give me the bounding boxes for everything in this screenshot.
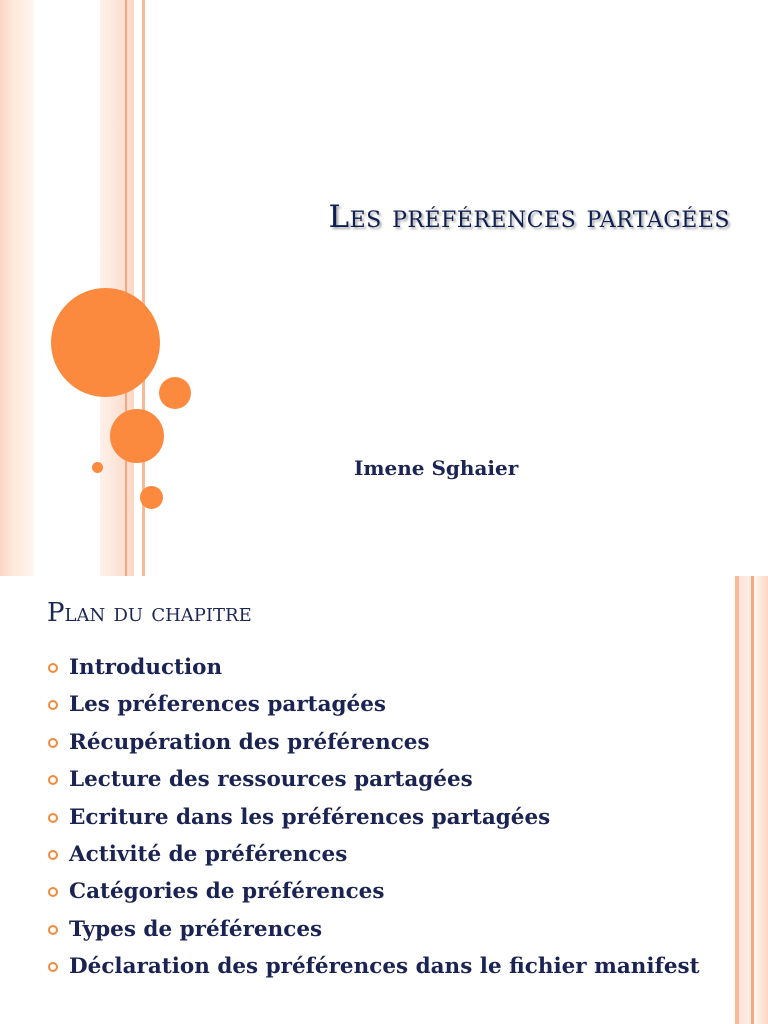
left-light-stripe [16, 0, 34, 576]
list-item [48, 691, 728, 718]
bullet-icon [48, 925, 58, 935]
bullet-icon [48, 775, 58, 785]
list-item-text: Déclaration des préférences dans le fichier manifest [69, 954, 700, 980]
small-circle-decoration [159, 377, 191, 409]
list-item-text: Récupération des préférences [69, 729, 430, 755]
list-item-text: Introduction [69, 655, 223, 680]
bullet-icon [48, 887, 58, 897]
right-gradient-stripe [754, 576, 768, 1024]
list-item [48, 654, 728, 681]
list-item-text: Lecture des ressources partagées [69, 767, 473, 793]
small-circle-decoration-lower [140, 486, 163, 509]
right-band-stripe [739, 576, 751, 1024]
list-item [48, 841, 728, 868]
medium-circle-decoration [110, 409, 164, 463]
list-item [48, 878, 728, 905]
author-name: Imene Sghaier [354, 456, 519, 480]
outline-title: Plan du chapitre [47, 598, 252, 628]
bullet-icon [48, 850, 58, 860]
left-thin-line [125, 0, 127, 576]
tiny-circle-decoration [92, 462, 103, 473]
bullet-icon [48, 962, 58, 972]
list-item [48, 766, 728, 793]
slide-title: Les préférences partagées [328, 199, 730, 235]
list-item [48, 729, 728, 756]
bullet-icon [48, 700, 58, 710]
list-item [48, 953, 728, 980]
list-item [48, 804, 728, 831]
outline-list [48, 654, 728, 991]
list-item-text: Catégories de préférences [69, 879, 385, 905]
left-gradient-stripe [0, 0, 16, 576]
list-item-text: Types de préférences [69, 916, 323, 942]
bullet-icon [48, 813, 58, 823]
bullet-icon [48, 738, 58, 748]
bullet-icon [48, 663, 58, 673]
list-item-text: Les préferences partagées [69, 692, 386, 718]
list-item-text: Ecriture dans les préférences partagées [69, 804, 551, 830]
large-circle-decoration [51, 288, 160, 397]
outline-slide [0, 576, 768, 1024]
list-item [48, 916, 728, 943]
list-item-text: Activité de préférences [69, 841, 348, 867]
